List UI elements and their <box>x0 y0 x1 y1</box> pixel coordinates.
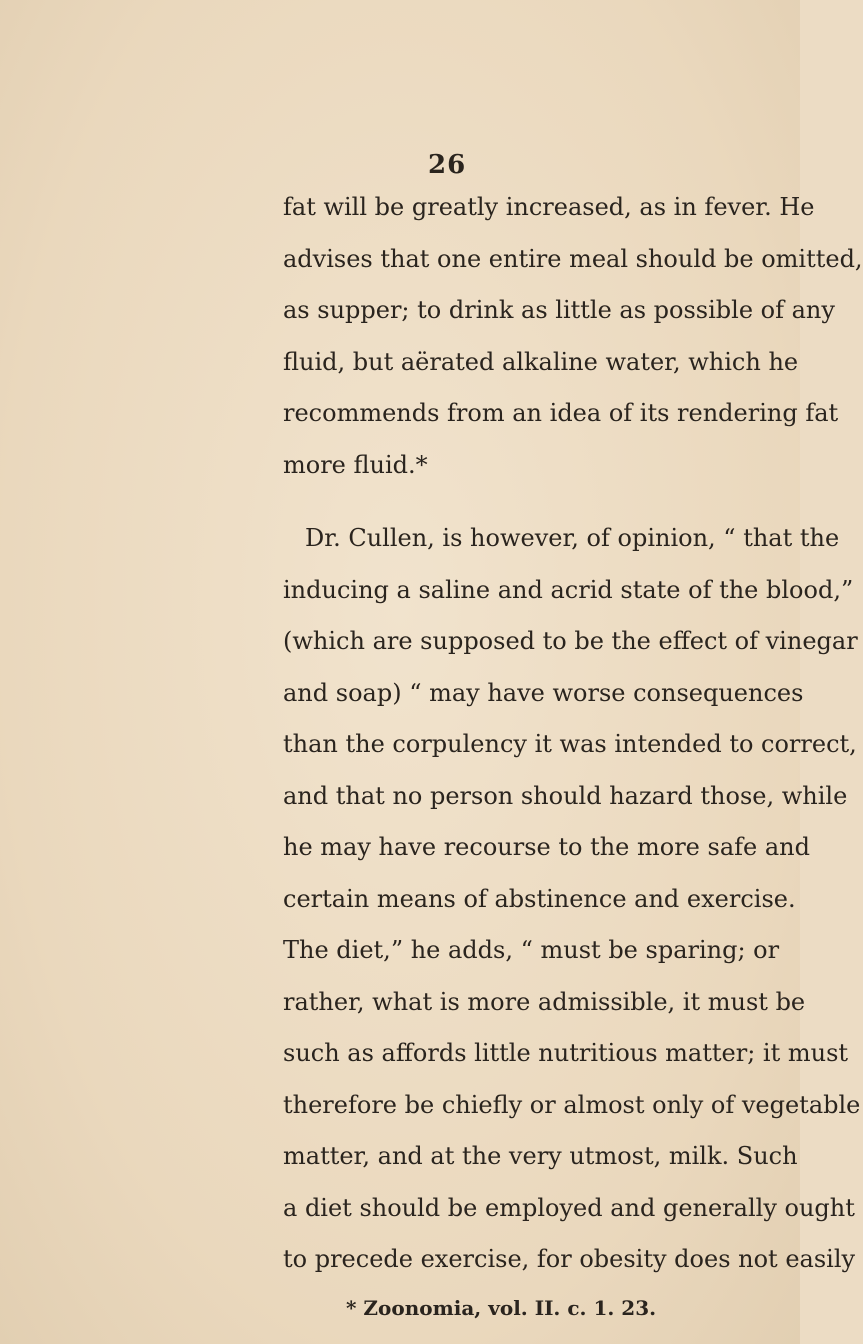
text-line: recommends from an idea of its rendering fat <box>283 399 839 427</box>
text-line: as supper; to drink as little as possible of any <box>283 296 835 324</box>
text-line: and that no person should hazard those, while <box>283 781 848 810</box>
text-line: (which are supposed to be the effect of vinegar <box>283 627 858 655</box>
text-line: to precede exercise, for obesity does not easily <box>283 1245 856 1273</box>
text-line: matter, and at the very utmost, milk. Such <box>283 1142 798 1170</box>
text-line: certain means of abstinence and exercise. <box>283 884 796 913</box>
footnote: * Zoonomia, vol. II. c. 1. 23. <box>346 1296 657 1320</box>
text-line: therefore be chiefly or almost only of vegetable <box>283 1090 861 1119</box>
text-line: than the corpulency it was intended to correct, <box>283 730 857 758</box>
body-text <box>283 182 863 1286</box>
text-line: fat will be greatly increased, as in fever. He <box>283 193 815 221</box>
text-line: inducing a saline and acrid state of the blood,” <box>283 575 854 604</box>
text-line: he may have recourse to the more safe and <box>283 833 810 861</box>
text-line: and soap) “ may have worse consequences <box>283 678 804 707</box>
text-line: a diet should be employed and generally ought <box>283 1193 855 1222</box>
text-line: such as affords little nutritious matter; it must <box>283 1039 849 1067</box>
text-line: fluid, but aërated alkaline water, which he <box>283 347 799 376</box>
text-line: advises that one entire meal should be omitted, <box>283 244 863 273</box>
page-number: 26 <box>428 150 467 180</box>
text-line: more fluid.* <box>283 450 428 479</box>
text-line: The diet,” he adds, “ must be sparing; or <box>283 936 780 964</box>
text-line: rather, what is more admissible, it must be <box>283 987 806 1016</box>
text-line: Dr. Cullen, is however, of opinion, “ that the <box>305 524 840 552</box>
